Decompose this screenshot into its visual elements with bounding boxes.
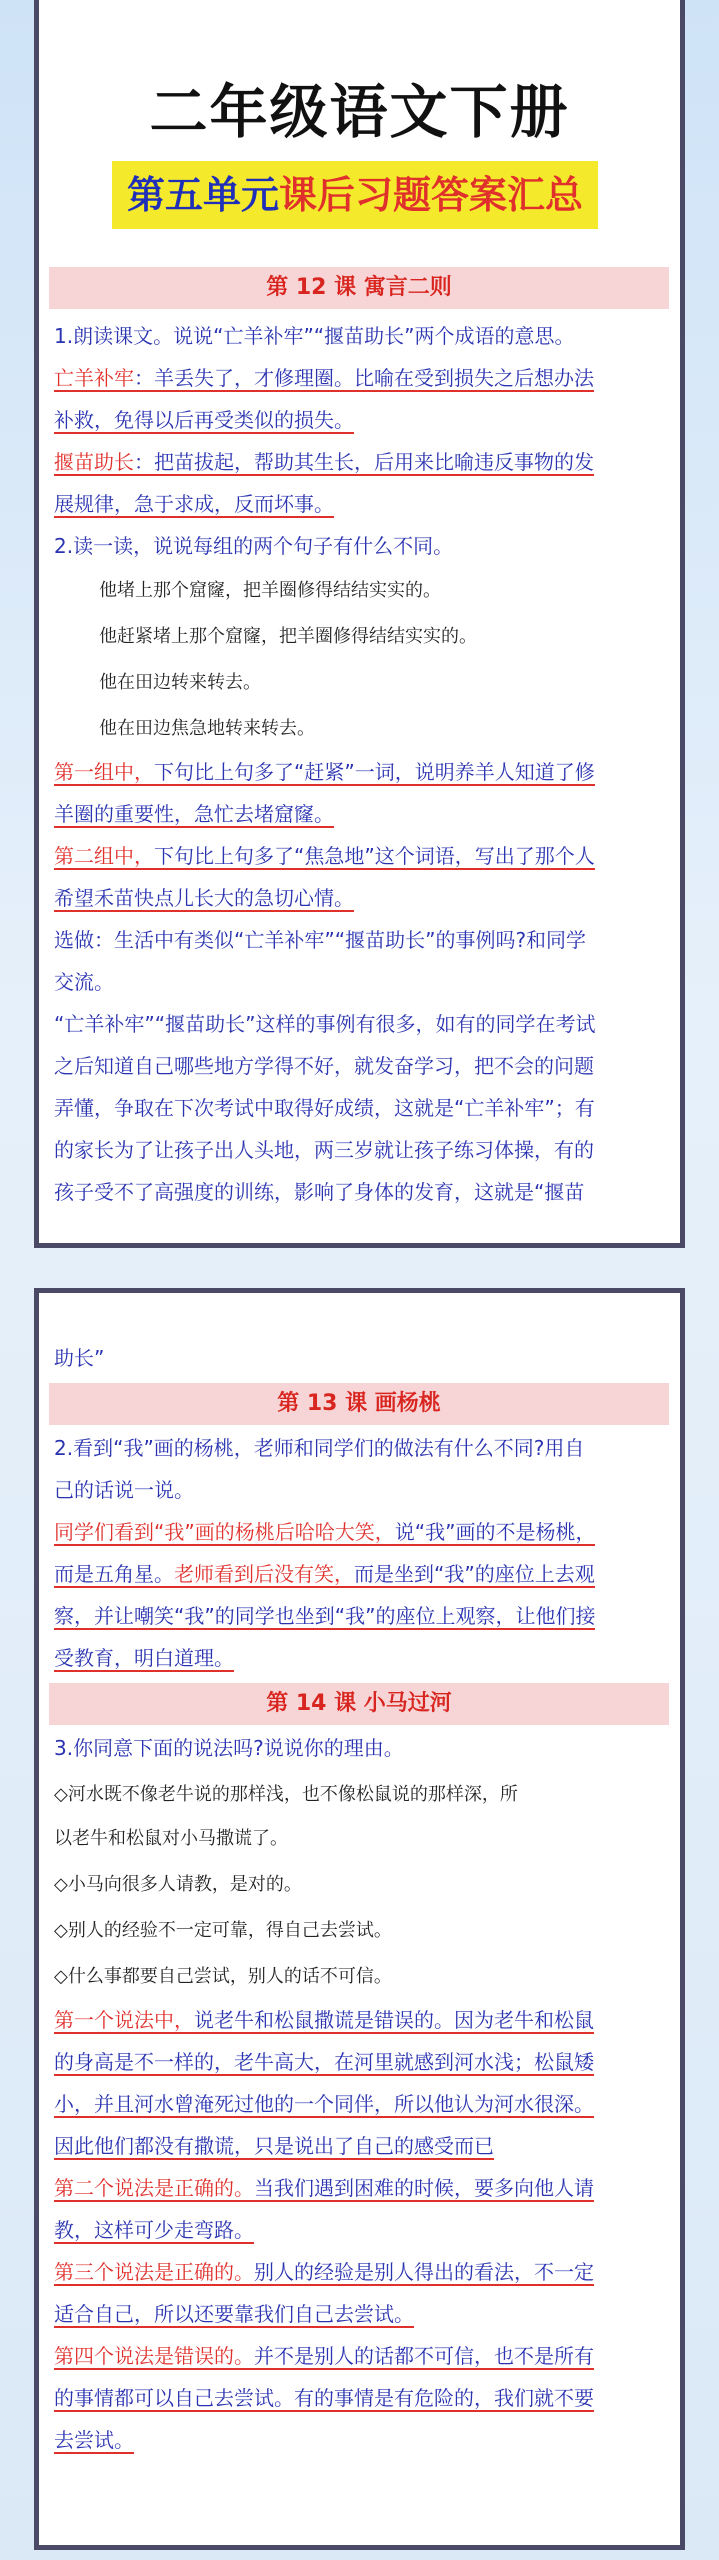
group2-line2	[54, 883, 674, 913]
lesson13-a-line3	[54, 1601, 674, 1631]
paragraph-line2: 之后知道自己哪些地方学得不好，就发奋学习，把不会的问题	[54, 1054, 594, 1078]
page-card-1	[34, 0, 685, 1248]
lesson13-a-line2	[54, 1559, 674, 1589]
lesson12-q1: 1.朗读课文。说说“亡羊补牢”“揠苗助长”两个成语的意思。	[54, 324, 575, 348]
page-card-2	[34, 1288, 685, 2550]
statement-1-line1: ◇河水既不像老牛说的那样浅，也不像松鼠说的那样深，所	[54, 1784, 518, 1805]
lesson13-a-text5: 受教育，明白道理。	[54, 1646, 234, 1670]
group2-text-b: 希望禾苗快点儿长大的急切心情。	[54, 886, 354, 910]
sentence-4: 他在田边焦急地转来转去。	[99, 718, 315, 739]
lesson13-q-line2: 己的话说一说。	[54, 1478, 194, 1502]
paragraph-line6: 助长”	[54, 1346, 105, 1370]
reason1-text-a: 说老牛和松鼠撒谎是错误的。因为老牛和松鼠	[194, 2008, 594, 2032]
reason1-text-d: 因此他们都没有撒谎，只是说出了自己的感受而已	[54, 2134, 494, 2158]
lesson13-a-text4: 察，并让嘲笑“我”的同学也坐到“我”的座位上观察，让他们接	[54, 1604, 596, 1628]
paragraph-line5: 孩子受不了高强度的训练，影响了身体的发育，这就是“揠苗	[54, 1180, 585, 1204]
reason3-text-a: 别人的经验是别人得出的看法，不一定	[254, 2260, 594, 2284]
reason2-text-b: 教，这样可少走弯路。	[54, 2218, 254, 2242]
reason4-line1	[54, 2341, 674, 2371]
paragraph-line3: 弄懂，争取在下次考试中取得好成绩，这就是“亡羊补牢”；有	[54, 1096, 595, 1120]
lesson12-ans2-line1	[54, 447, 674, 477]
ans2-text-a: ：把苗拔起，帮助其生长，后用来比喻违反事物的发	[134, 450, 594, 474]
lesson13-a-text3: 而是坐到“我”的座位上去观	[354, 1562, 595, 1586]
subtitle-unit: 第五单元	[126, 173, 279, 217]
lesson12-heading: 第 12 课 寓言二则	[49, 267, 669, 309]
lesson13-a-text2: 而是五角星。	[54, 1562, 174, 1586]
optional-question-line2: 交流。	[54, 970, 114, 994]
lesson12-ans2-line2	[54, 489, 674, 519]
lesson13-a-red2: 老师看到后没有笑，	[174, 1562, 354, 1586]
group1-line1	[54, 757, 674, 787]
reason1-line2	[54, 2047, 674, 2077]
reason4-text-a: 并不是别人的话都不可信，也不是所有	[254, 2344, 594, 2368]
group1-text-a: 下句比上句多了“赶紧”一词，说明养羊人知道了修	[154, 760, 595, 784]
optional-question-line1: 选做：生活中有类似“亡羊补牢”“揠苗助长”的事例吗?和同学	[54, 928, 587, 952]
group1-text-b: 羊圈的重要性，急忙去堵窟窿。	[54, 802, 334, 826]
lesson12-q2: 2.读一读，说说每组的两个句子有什么不同。	[54, 534, 454, 558]
reason4-line3	[54, 2425, 674, 2455]
reason4-text-b: 的事情都可以自己去尝试。有的事情是有危险的，我们就不要	[54, 2386, 594, 2410]
group2-text-a: 下句比上句多了“焦急地”这个词语，写出了那个人	[154, 844, 595, 868]
reason4-line2	[54, 2383, 674, 2413]
reason3-line1	[54, 2257, 674, 2287]
reason2-line2	[54, 2215, 674, 2245]
sentence-1: 他堵上那个窟窿，把羊圈修得结结实实的。	[99, 580, 441, 601]
statement-2: ◇小马向很多人请教，是对的。	[54, 1874, 302, 1895]
ans2-label: 揠苗助长	[54, 450, 134, 474]
group2-line1	[54, 841, 674, 871]
sentence-3: 他在田边转来转去。	[99, 672, 261, 693]
reason2-label: 第二个说法是正确的。	[54, 2176, 254, 2200]
group2-label: 第二组中，	[54, 844, 154, 868]
lesson13-q-line1: 2.看到“我”画的杨桃，老师和同学们的做法有什么不同?用自	[54, 1436, 585, 1460]
page-title: 二年级语文下册	[149, 78, 570, 146]
reason3-line2	[54, 2299, 674, 2329]
lesson12-ans1-line2	[54, 405, 674, 435]
lesson13-a-red1: 同学们看到“我”画的杨桃后哈哈大笑，	[54, 1520, 395, 1544]
reason2-line1	[54, 2173, 674, 2203]
lesson13-heading: 第 13 课 画杨桃	[49, 1383, 669, 1425]
ans1-text-a: ：羊丢失了，才修理圈。比喻在受到损失之后想办法	[134, 366, 594, 390]
lesson14-question: 3.你同意下面的说法吗?说说你的理由。	[54, 1736, 404, 1760]
reason1-line3	[54, 2089, 674, 2119]
group1-line2	[54, 799, 674, 829]
reason4-label: 第四个说法是错误的。	[54, 2344, 254, 2368]
reason2-text-a: 当我们遇到困难的时候，要多向他人请	[254, 2176, 594, 2200]
reason1-line4	[54, 2131, 674, 2161]
reason3-label: 第三个说法是正确的。	[54, 2260, 254, 2284]
lesson13-a-line4	[54, 1643, 674, 1673]
statement-1-line2: 以老牛和松鼠对小马撒谎了。	[54, 1828, 288, 1849]
reason1-label: 第一个说法中，	[54, 2008, 194, 2032]
lesson12-ans1-line1	[54, 363, 674, 393]
reason3-text-b: 适合自己，所以还要靠我们自己去尝试。	[54, 2302, 414, 2326]
group1-label: 第一组中，	[54, 760, 154, 784]
reason1-text-c: 小，并且河水曾淹死过他的一个同伴，所以他认为河水很深。	[54, 2092, 594, 2116]
subtitle-topic: 课后习题答案汇总	[279, 173, 584, 217]
reason1-line1	[54, 2005, 674, 2035]
ans1-text-b: 补救，免得以后再受类似的损失。	[54, 408, 354, 432]
reason4-text-c: 去尝试。	[54, 2428, 134, 2452]
ans1-label: 亡羊补牢	[54, 366, 134, 390]
subtitle-banner	[112, 161, 598, 229]
lesson13-a-line1	[54, 1517, 674, 1547]
paragraph-line1: “亡羊补牢”“揠苗助长”这样的事例有很多，如有的同学在考试	[54, 1012, 596, 1036]
reason1-text-b: 的身高是不一样的，老牛高大，在河里就感到河水浅；松鼠矮	[54, 2050, 594, 2074]
lesson13-a-text1: 说“我”画的不是杨桃，	[394, 1520, 596, 1544]
ans2-text-b: 展规律，急于求成，反而坏事。	[54, 492, 334, 516]
statement-4: ◇什么事都要自己尝试，别人的话不可信。	[54, 1966, 392, 1987]
paragraph-line4: 的家长为了让孩子出人头地，两三岁就让孩子练习体操，有的	[54, 1138, 594, 1162]
statement-3: ◇别人的经验不一定可靠，得自己去尝试。	[54, 1920, 392, 1941]
lesson14-heading: 第 14 课 小马过河	[49, 1683, 669, 1725]
sentence-2: 他赶紧堵上那个窟窿，把羊圈修得结结实实的。	[99, 626, 477, 647]
